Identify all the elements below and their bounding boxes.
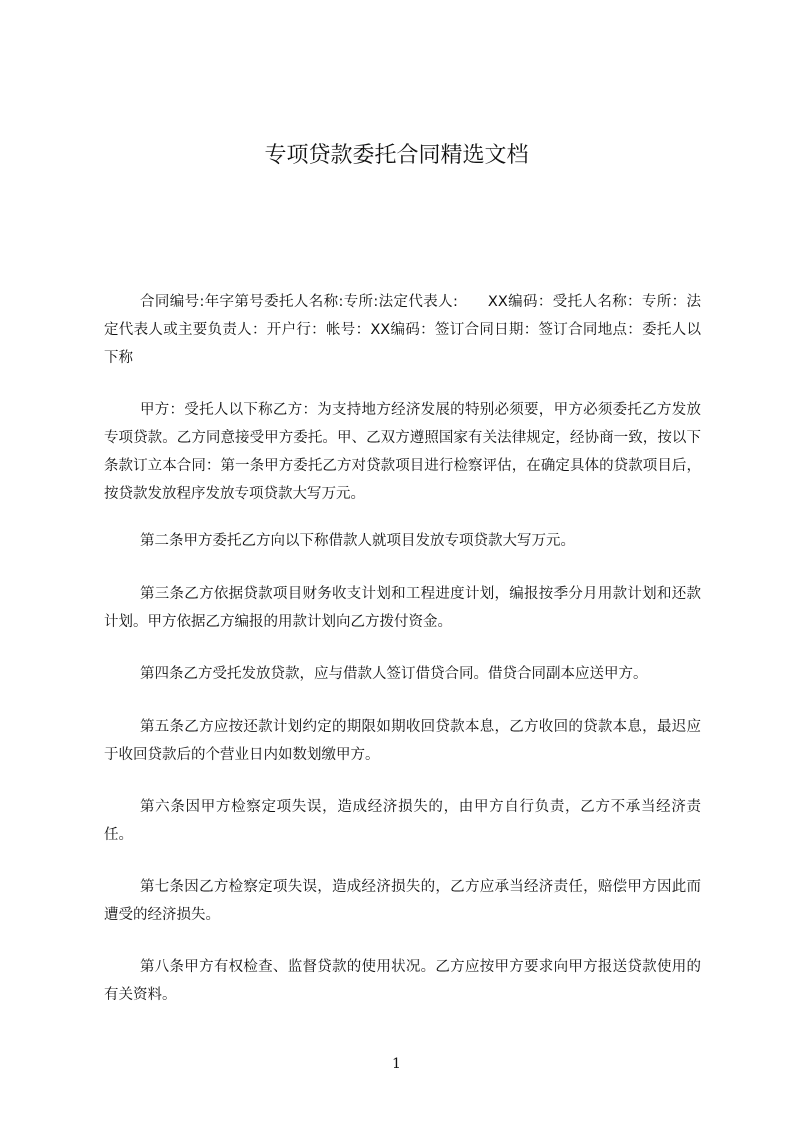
page-number: 1 (392, 1056, 401, 1072)
paragraph-article-6: 第六条因甲方检察定项失误，造成经济损失的，由甲方自行负责，乙方不承当经济责任。 (104, 799, 701, 843)
paragraph-parties-and-article-1: 甲方：受托人以下称乙方：为支持地方经济发展的特别必须要，甲方必须委托乙方发放专项贷款。乙方同意接受甲方委托。甲、乙双方遵照国家有关法律规定，经协商一致，按以下条款订立本合同：第一条甲方委托乙方对贷款项目进行检察评估，在确定具体的贷款项目后，按贷款发放程序发放专项贷款大写万元。 (104, 402, 701, 502)
paragraph-article-5: 第五条乙方应按还款计划约定的期限如期收回贷款本息，乙方收回的贷款本息，最迟应于收回贷款后的个营业日内如数划缴甲方。 (104, 719, 701, 763)
document-title: 专项贷款委托合同精选文档 (264, 143, 529, 168)
paragraph-article-7: 第七条因乙方检察定项失误，造成经济损失的，乙方应承当经济责任，赔偿甲方因此而遭受的经济损失。 (104, 879, 701, 923)
paragraph-article-4: 第四条乙方受托发放贷款，应与借款人签订借贷合同。借贷合同副本应送甲方。 (140, 666, 648, 682)
paragraph-article-2: 第二条甲方委托乙方向以下称借款人就项目发放专项贷款大写万元。 (140, 533, 575, 549)
paragraph-article-8: 第八条甲方有权检查、监督贷款的使用状况。乙方应按甲方要求向甲方报送贷款使用的有关资料。 (104, 959, 701, 1003)
paragraph-contract-header: 合同编号:年字第号委托人名称:专所:法定代表人: XX编码：受托人名称：专所：法定代表人或主要负责人：开户行：帐号：XX编码：签订合同日期：签订合同地点：委托人以下称 (104, 294, 701, 366)
paragraph-article-3: 第三条乙方依据贷款项目财务收支计划和工程进度计划，编报按季分月用款计划和还款计划。甲方依据乙方编报的用款计划向乙方拨付资金。 (104, 586, 701, 630)
